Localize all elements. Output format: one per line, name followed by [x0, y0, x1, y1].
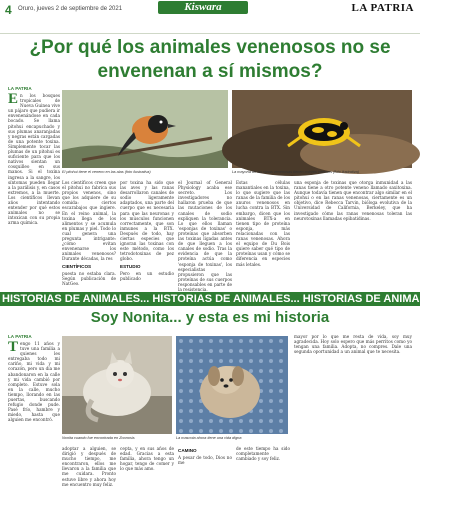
article1-col1-text: n los bosques tropicales de Nueva Guinea vive un pájaro que pudiera ir envenenándose en cada bocado. Se llama pitohui encapuchado y sus plumas anaranjadas y negras están cargadas de una potente toxina. Simplemente tocar las plumas de un pitohui es suficiente para que los nativos sientan un cosquilleo en sus manos. Si el toxina ingresa a la sangre, los síntomas pueden llegar a la parálisis y, en casos extremos, a la muerte. Los científicos llevan años intentando entender por qué estos animales no se intoxican con su propia arma química. — [8, 93, 60, 226]
historias-banner: HISTORIAS DE ANIMALES... HISTORIAS DE ANIMALES... HISTORIAS DE ANIMALES... — [2, 293, 450, 305]
article2-col2-text: adoptar a alguien, se dirigió y después de mucho tiempo, me encontraron, ellos me llevaron a la familia que me cuidara. Pronto estuve libre y ahora hoy me encuentro muy feliz. — [62, 446, 116, 487]
article1-headline: ¿Por qué los animales venenosos no se envenenan a sí mismos? — [29, 37, 391, 82]
bird-photo-caption: El pitohui tiene el veneno en las alas (foto ilustrativa) — [62, 170, 151, 174]
article1-col5-text: Estas células manantiales en la toxina, lo que sugiere que las ranas de la familia de los anuros venenosos en lucha contra la BTX. Sin embargo, dicen que los animales BTX-a en tienen tipo de proteína esponja, más relacionadas con las ranas venenosas. Ahora el equipo de Du Bois quiere saber qué tipo de proteínas usan y cómo se diferencia en especies más letales. — [236, 180, 290, 267]
nonita-dog-photo — [176, 336, 288, 434]
article2-subhead-camino: CAMINO — [178, 448, 197, 453]
article2-column-6 — [294, 334, 412, 516]
article1-col3-text: por toxina ha sido que las aves y las ranas desarrollaron canales de sodio ligeramente adaptados, una parte del cuerpo que es necesaria para que las neuronas y los músculos funcionen correctamente, que son inmunes a la BTX. Después de todo, hay ciertas especies que ignoran las toxinas con este método, como los tetrodotoxinas de pez globo. — [120, 180, 174, 262]
page-number: 4 — [5, 3, 12, 17]
article2-col4-text: A pesar de todo, Dios no me — [178, 455, 232, 466]
article2-dropcap: T — [8, 339, 19, 355]
pitohui-bird-photo — [62, 90, 228, 168]
dog-illustration — [176, 336, 288, 434]
article2-byline: LA PATRIA — [8, 334, 32, 339]
masthead — [0, 0, 420, 34]
article2-column-1 — [8, 334, 60, 516]
article2-column-2 — [62, 446, 116, 518]
article1-subhead-estudio: ESTUDIO — [120, 263, 141, 269]
article1-col4-text: el Journal of General Physiology acaba ese secreto. Los investigadores no hallaron prueba de que las mutaciones de los canales de sodio expliquen la tolerancia. Lo que ellos llaman 'esponjas de toxinas' o proteínas que absorben las toxinas ligadas antes de que lleguen a los canales de sodio. Tras la evidencia de que la proteína actúa como 'esponja de toxinas', los especialistas propusieron que las proteínas de sus cuerpos responsables en parte de la resistencia. — [178, 180, 232, 292]
article1-byline: LA PATRIA — [8, 86, 32, 91]
article1-col2-end: puesta no estaba clara. Según publicación de NatGeo. — [62, 270, 116, 286]
frog-photo-caption: La mayoría de las ranas venenosas tienen colores intensos (foto ilustrativa) — [232, 170, 360, 174]
article1-column-1 — [8, 86, 60, 288]
article1-column-2 — [62, 180, 116, 288]
article1-col6-text: una esponja de toxinas que otorga inmunidad a las ranas tiene a otro potente veneno llamado saxitoxina. Aunque todavía tienen que encontrar algo similar en el pitohui o en las ranas venenosas, ciertamente es un objetivo, dice Rebecca Tarvin, bióloga evolutiva de la Universidad de California, Berkeley, que ha investigado cómo las ranas venenosas toleran las neurotoxinas llamadas epibatidinas. — [294, 180, 412, 221]
newspaper-brand: LA PATRIA — [351, 2, 414, 14]
publication-date: Oruro, jueves 2 de septiembre de 2021 — [18, 6, 123, 12]
article1-col3-end: Pero en un estudio publicado — [120, 270, 174, 281]
article2-column-5 — [236, 446, 290, 518]
article2-col1-text: engo 11 años y tuve una familia a quienes les entregaba todo mi cariño, mi vida y mi corazón, pero un día me abandonaron en la calle y mi vida cambió por completo. Estuve sola en la calle, mucho tiempo, llorando en las puertas, buscando refugio donde pude. Pasé frío, hambre y miedo, hasta que alguien me encontró. — [8, 341, 60, 423]
dog-photo-caption: La mascota ahora tiene una vida digna — [176, 436, 242, 440]
cat-illustration — [62, 336, 172, 434]
bird-illustration — [62, 90, 228, 168]
article2-column-3 — [120, 446, 174, 518]
cat-photo-caption: Nonita cuando fue encontrada en Zoonosis — [62, 436, 135, 440]
article1-column-6 — [294, 180, 412, 288]
article1-column-3 — [120, 180, 174, 288]
frog-illustration — [232, 90, 412, 168]
article2-col6-text: mayor por lo que me resta de vida, soy muy agradecida. Hoy solo espero que más perritos como yo tengan una familia. Adopta, no compres. Dale una segunda oportunidad a un animal que te necesita. — [294, 334, 412, 355]
nonita-cat-photo — [62, 336, 172, 434]
article2-headline: Soy Nonita... y esta es mi historia — [90, 309, 330, 326]
article2-col5-text: de este tiempo ha sido completamente cambiado y soy feliz. — [236, 446, 290, 462]
poison-frog-photo — [232, 90, 412, 168]
article1-column-4 — [178, 180, 232, 292]
section-label: Kiswara — [158, 1, 248, 14]
article2-column-4 — [178, 446, 232, 518]
article1-col2-text: Los científicos creen que el pitohui no fabrica sus propios venenos, sino que los adquiere de su comida: ciertos escarabajos que ingiere. En el reino animal, la toxina llega de los alimentos y se acumula en plumas y piel. Todo lo cual genera una pregunta intrigante: ¿cómo evitan envenenarse los animales venenosos? Durante décadas, la res — [62, 180, 116, 262]
article1-dropcap: E — [8, 91, 19, 107]
article1-subhead-cientificos: CIENTÍFICOS — [62, 263, 92, 269]
article1-column-5 — [236, 180, 290, 288]
article2-col3-text: cepta, y en sus años de edad. Gracias a esta familia, ahora tengo un hogar, tengo de comer y lo que más amo. — [120, 446, 174, 472]
